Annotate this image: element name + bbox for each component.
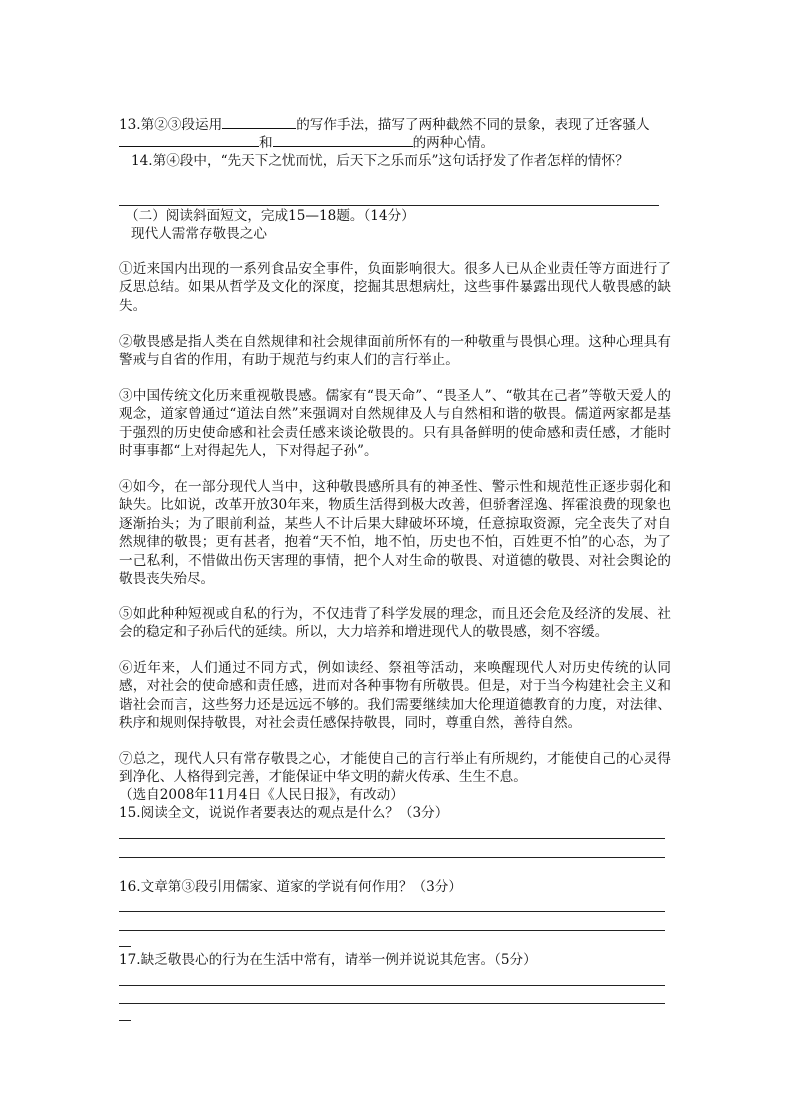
question-13 [119, 116, 650, 134]
paragraph-3: ③中国传统文化历来重视敬畏感。儒家有“畏天命”、“畏圣人”、“敬其在己者”等敬天爱人的观念，道家曾通过“道法自然”来强调对自然规律及人与自然相和谐的敬畏。儒道两家都是基于强烈的历史使命感和社会责任感来谈论敬畏的。只有具备鲜明的使命感和责任感，才能时时事事都“上对得起先人，下对得起子孙”。 [119, 388, 671, 460]
answer-line[interactable] [119, 911, 665, 912]
q13-text-4: 的两种心情。 [412, 135, 495, 151]
paragraph-4: ④如今，在一部分现代人当中，这种敬畏感所具有的神圣性、警示性和规范性正逐步弱化和缺失。比如说，改革开放30年来，物质生活得到极大改善，但骄奢淫逸、挥霍浪费的现象也逐渐抬头；为了眼前利益，某些人不计后果大肆破坏环境，任意掠取资源，完全丧失了对自然规律的敬畏；更有甚者，抱着“天不怕，地不怕，历史也不怕，百姓更不怕”的心态，为了一己私利，不惜做出伤天害理的事情，把个人对生命的敬畏、对道德的敬畏、对社会舆论的敬畏丧失殆尽。 [119, 479, 671, 588]
question-17: 17.缺乏敬畏心的行为在生活中常有，请举一例并说说其危害。（5分） [119, 952, 537, 968]
answer-line[interactable] [119, 857, 665, 858]
answer-line[interactable] [119, 838, 665, 839]
q13-text-3: 和 [259, 135, 273, 151]
question-14: 14.第④段中，“先天下之忧而忧，后天下之乐而乐”这句话抒发了作者怎样的情怀？ [131, 153, 629, 169]
answer-line[interactable] [119, 205, 659, 206]
source-note: （选自2008年11月4日《人民日报》，有改动） [119, 787, 404, 803]
section-heading: （二）阅读斜面短文，完成15—18题。（14分） [125, 208, 415, 224]
answer-line-end [119, 1020, 131, 1021]
paragraph-2: ②敬畏感是指人类在自然规律和社会规律面前所怀有的一种敬重与畏惧心理。这种心理具有警戒与自省的作用，有助于规范与约束人们的言行举止。 [119, 334, 671, 369]
paragraph-1: ①近来国内出现的一系列食品安全事件，负面影响很大。很多人已从企业责任等方面进行了反思总结。如果从哲学及文化的深度，挖掘其思想病灶，这些事件暴露出现代人敬畏感的缺失。 [119, 261, 671, 314]
question-16: 16.文章第③段引用儒家、道家的学说有何作用？（3分） [119, 879, 462, 895]
paragraph-6: ⑥近年来，人们通过不同方式，例如读经、祭祖等活动，来唤醒现代人对历史传统的认同感，对社会的使命感和责任感，进而对各种事物有所敬畏。但是，对于当今构建社会主义和谐社会而言，这些努力还是远远不够的。我们需要继续加大伦理道德教育的力度，对法律、秩序和规则保持敬畏，对社会责任感保持敬畏，同时，尊重自然，善待自然。 [119, 660, 671, 732]
paragraph-5: ⑤如此种种短视或自私的行为，不仅违背了科学发展的理念，而且还会危及经济的发展、社会的稳定和子孙后代的延续。所以，大力培养和增进现代人的敬畏感，刻不容缓。 [119, 606, 671, 641]
answer-line[interactable] [119, 1003, 665, 1004]
q13-text-1: 13.第②③段运用 [119, 117, 223, 133]
question-15: 15.阅读全文，说说作者要表达的观点是什么？（3分） [119, 805, 449, 821]
answer-blank[interactable] [119, 134, 259, 147]
answer-blank[interactable] [273, 134, 413, 147]
q13-text-2: 的写作手法，描写了两种截然不同的景象，表现了迁客骚人 [296, 117, 650, 133]
article-title: 现代人需常存敬畏之心 [131, 226, 267, 242]
answer-line[interactable] [119, 985, 665, 986]
paragraph-7: ⑦总之，现代人只有常存敬畏之心，才能使自己的言行举止有所规约，才能使自己的心灵得到净化、人格得到完善，才能保证中华文明的薪火传承、生生不息。 [119, 751, 671, 786]
question-13-continued [119, 134, 494, 152]
answer-line[interactable] [119, 930, 665, 931]
answer-blank[interactable] [222, 116, 296, 129]
answer-line-end [119, 946, 131, 947]
